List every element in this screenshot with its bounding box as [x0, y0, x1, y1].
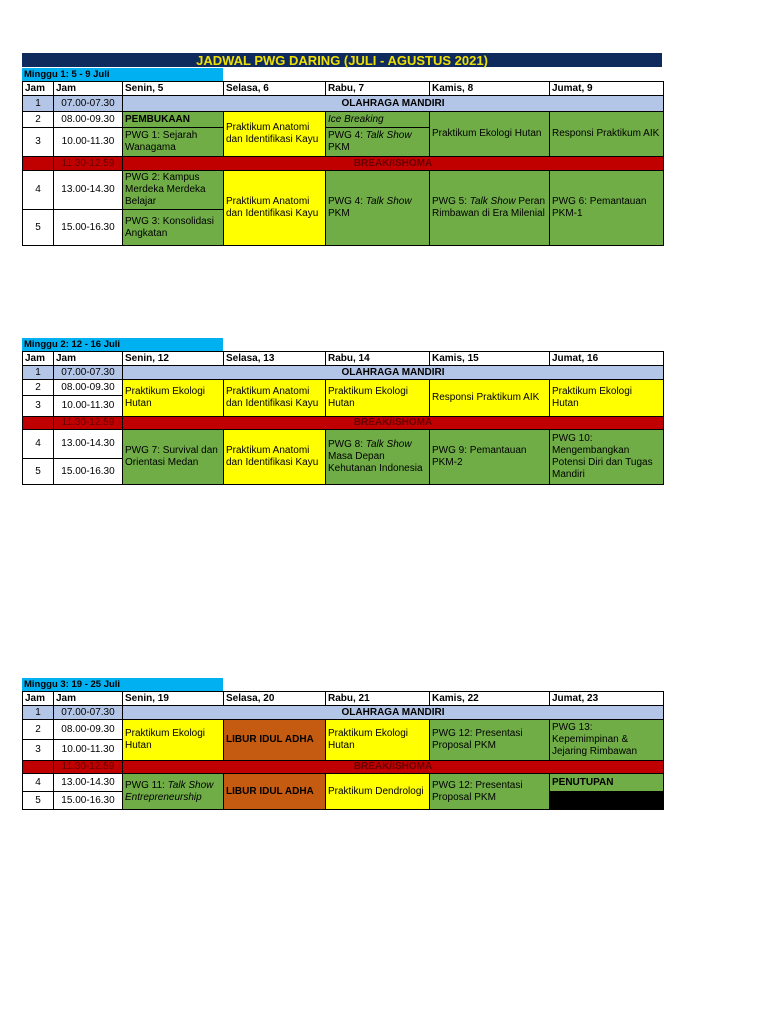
header-jam-num: Jam: [23, 692, 54, 706]
break-row: [23, 157, 664, 171]
row-num: 2: [23, 720, 54, 740]
header-day: Senin, 19: [123, 692, 224, 706]
break-band: BREAK/ISHOMA: [123, 417, 664, 430]
schedule-cell: Responsi Praktikum AIK: [430, 380, 550, 417]
table-row: [23, 430, 664, 459]
schedule-cell: PWG 4: Talk Show PKM: [326, 128, 430, 157]
break-row: [23, 761, 664, 774]
row-num: 3: [23, 128, 54, 157]
row-num: 4: [23, 774, 54, 792]
schedule-cell: Praktikum Ekologi Hutan: [123, 380, 224, 417]
schedule-cell: Responsi Praktikum AIK: [550, 112, 664, 157]
week2-table: [22, 351, 664, 485]
header-day: Rabu, 7: [326, 82, 430, 96]
row-num: 2: [23, 112, 54, 128]
schedule-cell: Praktikum Ekologi Hutan: [430, 112, 550, 157]
holiday-cell: LIBUR IDUL ADHA: [224, 774, 326, 810]
row-num: 1: [23, 96, 54, 112]
holiday-cell: LIBUR IDUL ADHA: [224, 720, 326, 761]
row-time: 07.00-07.30: [54, 366, 123, 380]
header-day: Selasa, 6: [224, 82, 326, 96]
schedule-cell: PWG 5: Talk Show Peran Rimbawan di Era Milenial: [430, 171, 550, 246]
header-day: Senin, 5: [123, 82, 224, 96]
empty-black-cell: [550, 792, 664, 810]
schedule-cell: PWG 13: Kepemimpinan & Jejaring Rimbawan: [550, 720, 664, 761]
row-num: 3: [23, 740, 54, 761]
break-row: [23, 417, 664, 430]
schedule-cell: PWG 1: Sejarah Wanagama: [123, 128, 224, 157]
week1-table: [22, 81, 664, 246]
table-row: [23, 171, 664, 210]
schedule-cell: PWG 7: Survival dan Orientasi Medan: [123, 430, 224, 485]
row-time: 15.00-16.30: [54, 459, 123, 485]
table-row: [23, 366, 664, 380]
schedule-cell: PWG 9: Pemantauan PKM-2: [430, 430, 550, 485]
closing-cell: PENUTUPAN: [550, 774, 664, 792]
week2-label: Minggu 2: 12 - 16 Juli: [22, 338, 223, 351]
schedule-cell: PWG 4: Talk Show PKM: [326, 171, 430, 246]
header-day: Jumat, 16: [550, 352, 664, 366]
header-jam: Jam: [54, 352, 123, 366]
schedule-cell: PEMBUKAAN: [123, 112, 224, 128]
header-jam: Jam: [54, 82, 123, 96]
row-time: 11.30-12.59: [54, 761, 123, 774]
schedule-cell: Praktikum Dendrologi: [326, 774, 430, 810]
table-row: [23, 112, 664, 128]
header-day: Selasa, 20: [224, 692, 326, 706]
row-time: 10.00-11.30: [54, 128, 123, 157]
row-time: 13.00-14.30: [54, 774, 123, 792]
schedule-cell: Praktikum Anatomi dan Identifikasi Kayu: [224, 171, 326, 246]
week3-label: Minggu 3: 19 - 25 Juli: [22, 678, 223, 691]
table-row: [23, 706, 664, 720]
olahraga-band: OLAHRAGA MANDIRI: [123, 706, 664, 720]
row-num: 5: [23, 792, 54, 810]
table-header-row: [23, 82, 664, 96]
header-day: Rabu, 14: [326, 352, 430, 366]
header-jam-num: Jam: [23, 352, 54, 366]
row-time: 08.00-09.30: [54, 112, 123, 128]
row-num: 4: [23, 171, 54, 210]
schedule-cell: Praktikum Anatomi dan Identifikasi Kayu: [224, 112, 326, 157]
header-jam: Jam: [54, 692, 123, 706]
schedule-cell: PWG 11: Talk Show Entrepreneurship: [123, 774, 224, 810]
row-time: 07.00-07.30: [54, 96, 123, 112]
week3-table: [22, 691, 664, 810]
row-time: 08.00-09.30: [54, 720, 123, 740]
schedule-cell: PWG 6: Pemantauan PKM-1: [550, 171, 664, 246]
break-band: BREAK/ISHOMA: [123, 761, 664, 774]
olahraga-band: OLAHRAGA MANDIRI: [123, 96, 664, 112]
row-num: 1: [23, 706, 54, 720]
row-num: 4: [23, 430, 54, 459]
row-time: 13.00-14.30: [54, 171, 123, 210]
row-num: 2: [23, 380, 54, 396]
page-title: JADWAL PWG DARING (JULI - AGUSTUS 2021): [22, 53, 662, 67]
row-time: 15.00-16.30: [54, 210, 123, 246]
row-time: 11.30-12.59: [54, 157, 123, 171]
break-band: BREAK/ISHOMA: [123, 157, 664, 171]
header-day: Kamis, 8: [430, 82, 550, 96]
table-row: [23, 720, 664, 740]
week1-label: Minggu 1: 5 - 9 Juli: [22, 68, 223, 81]
header-day: Jumat, 23: [550, 692, 664, 706]
schedule-cell: PWG 10: Mengembangkan Potensi Diri dan Tugas Mandiri: [550, 430, 664, 485]
row-num: 5: [23, 210, 54, 246]
table-header-row: [23, 692, 664, 706]
row-time: 15.00-16.30: [54, 792, 123, 810]
table-row: [23, 96, 664, 112]
table-row: [23, 774, 664, 792]
header-day: Kamis, 22: [430, 692, 550, 706]
row-num: 3: [23, 396, 54, 417]
schedule-cell: PWG 12: Presentasi Proposal PKM: [430, 774, 550, 810]
schedule-cell: PWG 3: Konsolidasi Angkatan: [123, 210, 224, 246]
schedule-cell: PWG 12: Presentasi Proposal PKM: [430, 720, 550, 761]
row-time: 13.00-14.30: [54, 430, 123, 459]
schedule-cell: Praktikum Anatomi dan Identifikasi Kayu: [224, 380, 326, 417]
schedule-cell: Praktikum Ekologi Hutan: [550, 380, 664, 417]
row-time: 10.00-11.30: [54, 740, 123, 761]
header-day: Senin, 12: [123, 352, 224, 366]
header-day: Jumat, 9: [550, 82, 664, 96]
schedule-cell: Praktikum Anatomi dan Identifikasi Kayu: [224, 430, 326, 485]
header-day: Rabu, 21: [326, 692, 430, 706]
row-time: 11.30-12.59: [54, 417, 123, 430]
row-num: 1: [23, 366, 54, 380]
row-time: 07.00-07.30: [54, 706, 123, 720]
schedule-cell: PWG 8: Talk Show Masa Depan Kehutanan Indonesia: [326, 430, 430, 485]
row-time: 08.00-09.30: [54, 380, 123, 396]
header-day: Selasa, 13: [224, 352, 326, 366]
schedule-cell: Praktikum Ekologi Hutan: [326, 380, 430, 417]
schedule-cell: Praktikum Ekologi Hutan: [326, 720, 430, 761]
row-time: 10.00-11.30: [54, 396, 123, 417]
schedule-cell: PWG 2: Kampus Merdeka Merdeka Belajar: [123, 171, 224, 210]
table-header-row: [23, 352, 664, 366]
row-num: 5: [23, 459, 54, 485]
schedule-cell: Ice Breaking: [326, 112, 430, 128]
header-day: Kamis, 15: [430, 352, 550, 366]
table-row: [23, 380, 664, 396]
olahraga-band: OLAHRAGA MANDIRI: [123, 366, 664, 380]
header-jam-num: Jam: [23, 82, 54, 96]
schedule-cell: Praktikum Ekologi Hutan: [123, 720, 224, 761]
